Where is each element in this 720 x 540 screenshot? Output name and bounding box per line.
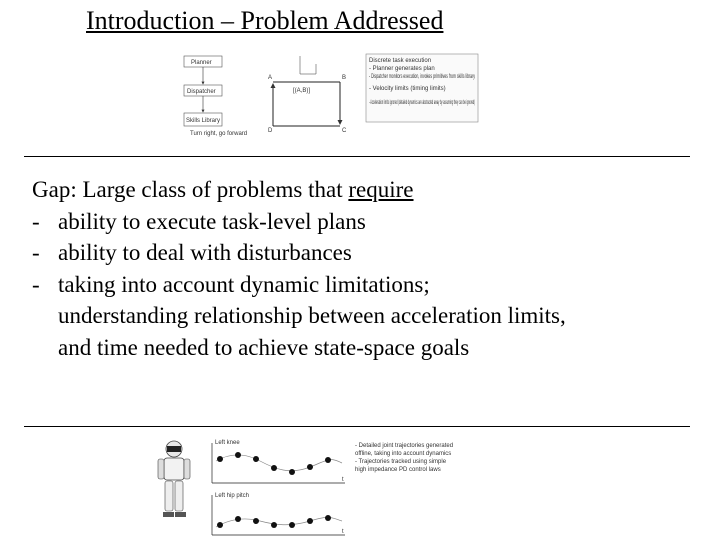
- note-5: - Acceleration limits ignored (detailed dynamics are abstracted away by assuming they can be ignored): [369, 100, 475, 106]
- command-label: Turn right, go forward: [190, 131, 248, 137]
- plot-axis-t-1: t: [342, 477, 344, 483]
- plot-label-hip: Left hip pitch: [215, 493, 250, 499]
- note-3: - Dispatcher monitors execution, invokes primitives from skills library: [369, 74, 475, 80]
- planner-label: Planner: [191, 60, 212, 66]
- corner-d: D: [268, 128, 273, 134]
- gap-statement: [32, 174, 702, 363]
- humanoid-trajectory-figure: [150, 435, 500, 540]
- corner-a: A: [268, 75, 273, 81]
- bottom-note-1: - Detailed joint trajectories generated: [355, 443, 454, 449]
- note-2: - Planner generates plan: [369, 66, 435, 72]
- gap-item-1: - ability to execute task-level plans: [32, 208, 366, 234]
- dispatcher-label: Dispatcher: [187, 89, 216, 95]
- note-1: Discrete task execution: [369, 58, 432, 64]
- skills-label: Skills Library: [186, 118, 221, 124]
- require-word: require: [348, 177, 414, 202]
- plot-axis-t-2: t: [342, 529, 344, 535]
- bottom-divider: [24, 426, 690, 427]
- top-divider: [24, 156, 690, 157]
- gap-item-3-line-2: understanding relationship between acceleration limits,: [58, 303, 566, 328]
- gap-item-3-line-3: and time needed to achieve state-space goals: [58, 334, 470, 360]
- note-4: - Velocity limits (timing limits): [369, 86, 446, 92]
- bottom-note-4: high impedance PD control laws: [355, 467, 441, 473]
- corner-c: C: [342, 128, 347, 134]
- corner-b: B: [342, 75, 347, 81]
- bottom-note-3: - Trajectories tracked using simple: [355, 459, 447, 465]
- bottom-note-2: offline, taking into account dynamics: [355, 451, 452, 457]
- edge-label: [(A,B)]: [293, 88, 311, 94]
- gap-item-2: - ability to deal with disturbances: [32, 240, 352, 265]
- task-execution-figure: [180, 50, 480, 146]
- page-title: Introduction – Problem Addressed: [86, 6, 444, 35]
- gap-item-3: - taking into account dynamic limitations;: [32, 271, 430, 297]
- robot-illustration: [158, 441, 190, 517]
- gap-intro: Gap: Large class of problems that require: [32, 177, 414, 202]
- plot-label-knee: Left knee: [215, 440, 240, 446]
